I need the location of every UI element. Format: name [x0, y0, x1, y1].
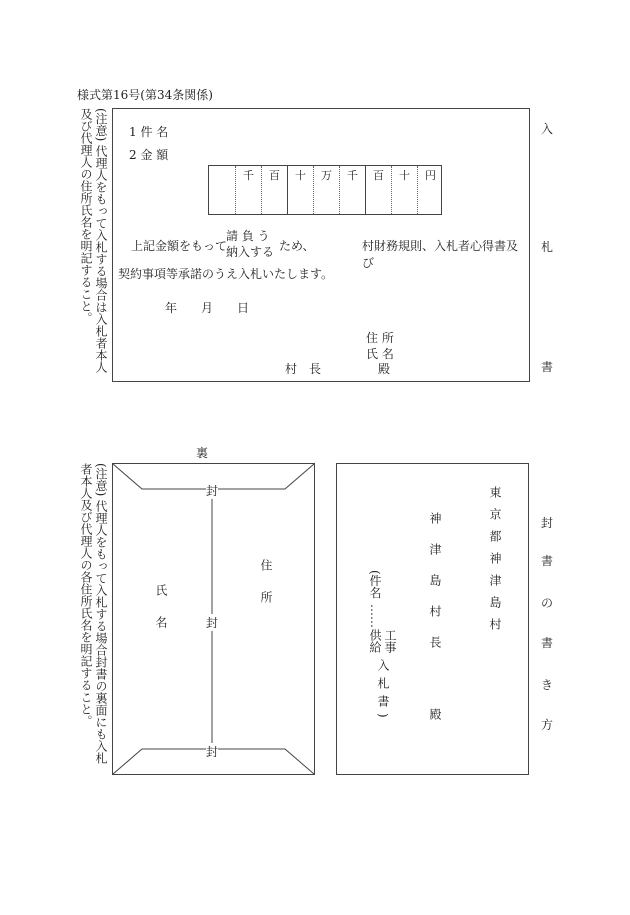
- amount-unit: 千: [235, 166, 261, 214]
- seal-middle: 封: [206, 616, 219, 630]
- amount-unit: 円: [417, 166, 443, 214]
- amount-unit: 十: [391, 166, 417, 214]
- back-address-label: 住 所: [259, 559, 273, 611]
- back-note: (注意) 代理人をもって入札する場合封書の裏面にも入札者本人及び代理人の各住所氏名を明記すること。: [79, 463, 108, 765]
- back-label: 裏: [196, 446, 209, 460]
- subject-type-supply: 供給: [368, 629, 382, 653]
- back-name-label: 氏 名: [154, 584, 168, 636]
- side-title-char: 入: [541, 122, 554, 136]
- amount-unit: 万: [313, 166, 339, 214]
- envelope-addressee: 神津島村長: [428, 512, 442, 667]
- side-title-char: 書: [541, 554, 554, 568]
- amount-unit: 百: [261, 166, 287, 214]
- subject-type-construction: 工事: [383, 629, 397, 653]
- pledge-line2: 契約事項等承諾のうえ入札いたします。: [118, 267, 334, 281]
- subject-dots: ……: [368, 604, 382, 628]
- envelope-honorific: 殿: [428, 708, 442, 720]
- pledge-suffix: ため、: [279, 239, 315, 253]
- side-title-char: 書: [541, 360, 554, 374]
- amount-unit: 百: [365, 166, 391, 214]
- amount-grid[interactable]: [208, 165, 442, 215]
- side-title-char: 方: [541, 718, 554, 732]
- addressee: 村 長: [285, 362, 322, 376]
- subject-open: (件名: [368, 570, 382, 599]
- bid-form-box: [112, 108, 530, 382]
- side-title-char: 封: [541, 516, 554, 530]
- pledge-option-supply: 納入する: [226, 245, 275, 259]
- form-label: 様式第16号(第34条関係): [77, 88, 213, 102]
- pledge-option-contract: 請 負 う: [226, 229, 270, 243]
- front-note: (注意) 代理人をもって入札する場合は入札者本人及び代理人の住所氏名を明記すること。: [79, 108, 108, 374]
- side-title-char: き: [541, 678, 554, 692]
- date-year: 年: [165, 301, 178, 315]
- seal-bottom: 封: [206, 745, 219, 759]
- envelope-address: 東京都神津島村: [488, 486, 502, 640]
- honorific: 殿: [378, 362, 391, 376]
- amount-unit: 千: [339, 166, 365, 214]
- envelope-back: [112, 463, 315, 775]
- seal-top: 封: [206, 484, 219, 498]
- date-month: 月: [201, 301, 214, 315]
- subject-close: 入札書): [376, 659, 390, 724]
- side-title-char: の: [541, 596, 554, 610]
- item-name-label: 1 件 名: [129, 125, 169, 139]
- item-amount-label: 2 金 額: [129, 148, 169, 162]
- pledge-prefix: 上記金額をもって: [131, 239, 228, 253]
- envelope-front: [336, 463, 529, 775]
- pledge-rules: 村財務規則、入札者心得書及び: [362, 239, 519, 270]
- side-title-char: 札: [541, 240, 554, 254]
- address-label: 住 所: [366, 331, 394, 345]
- name-label: 氏 名: [366, 347, 394, 361]
- side-title-char: 書: [541, 636, 554, 650]
- amount-unit: 十: [287, 166, 313, 214]
- date-day: 日: [237, 301, 250, 315]
